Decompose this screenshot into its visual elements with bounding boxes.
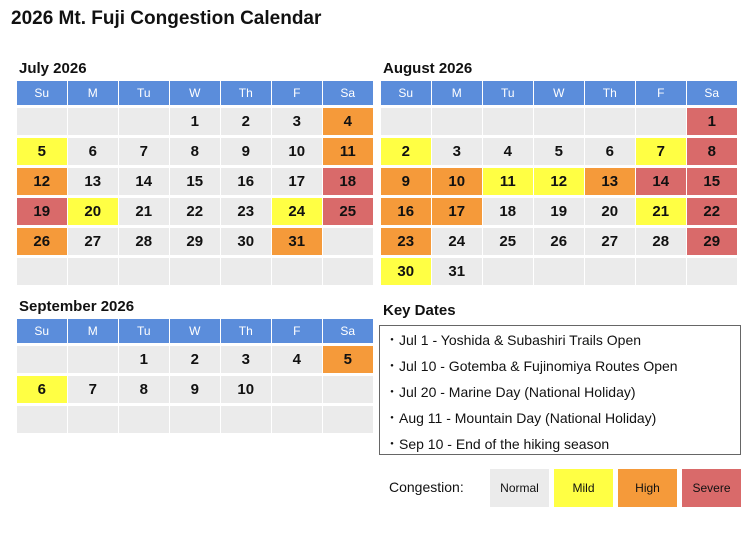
empty-day-cell <box>68 258 118 285</box>
day-cell: 13 <box>68 168 118 195</box>
weekday-header: W <box>534 81 584 105</box>
day-cell: 18 <box>483 198 533 225</box>
key-date-item: ・Aug 11 - Mountain Day (National Holiday) <box>385 410 657 426</box>
day-cell: 3 <box>432 138 482 165</box>
empty-day-cell <box>323 228 373 255</box>
empty-day-cell <box>323 406 373 433</box>
weekday-header: F <box>636 81 686 105</box>
calendar-august <box>381 57 737 288</box>
empty-day-cell <box>119 108 169 135</box>
empty-day-cell <box>323 376 373 403</box>
day-cell: 23 <box>221 198 271 225</box>
day-cell: 27 <box>68 228 118 255</box>
calendar-september <box>17 295 373 436</box>
empty-day-cell <box>323 258 373 285</box>
legend-mild: Mild <box>554 469 613 507</box>
key-date-item: ・Jul 10 - Gotemba & Fujinomiya Routes Open <box>385 358 678 374</box>
day-cell: 8 <box>119 376 169 403</box>
day-cell: 21 <box>119 198 169 225</box>
day-cell: 22 <box>687 198 737 225</box>
weekday-header: Sa <box>323 81 373 105</box>
day-cell: 5 <box>323 346 373 373</box>
day-cell: 10 <box>432 168 482 195</box>
day-cell: 11 <box>483 168 533 195</box>
day-cell: 2 <box>170 346 220 373</box>
empty-day-cell <box>119 258 169 285</box>
empty-day-cell <box>585 258 635 285</box>
day-cell: 6 <box>585 138 635 165</box>
empty-day-cell <box>585 108 635 135</box>
day-cell: 10 <box>221 376 271 403</box>
empty-day-cell <box>483 258 533 285</box>
day-cell: 12 <box>17 168 67 195</box>
day-cell: 18 <box>323 168 373 195</box>
day-cell: 16 <box>381 198 431 225</box>
key-dates-box <box>379 325 741 455</box>
day-cell: 13 <box>585 168 635 195</box>
day-cell: 9 <box>170 376 220 403</box>
weekday-header: Sa <box>323 319 373 343</box>
empty-day-cell <box>17 346 67 373</box>
day-cell: 1 <box>687 108 737 135</box>
empty-day-cell <box>381 108 431 135</box>
day-cell: 24 <box>432 228 482 255</box>
legend-severe: Severe <box>682 469 741 507</box>
day-cell: 20 <box>585 198 635 225</box>
empty-day-cell <box>687 258 737 285</box>
day-cell: 4 <box>483 138 533 165</box>
day-cell: 11 <box>323 138 373 165</box>
day-cell: 28 <box>119 228 169 255</box>
legend-high: High <box>618 469 677 507</box>
day-cell: 6 <box>17 376 67 403</box>
key-dates-title: Key Dates <box>383 302 456 319</box>
day-cell: 25 <box>483 228 533 255</box>
weekday-header: F <box>272 319 322 343</box>
day-cell: 16 <box>221 168 271 195</box>
day-cell: 6 <box>68 138 118 165</box>
month-title: July 2026 <box>19 60 87 77</box>
day-cell: 23 <box>381 228 431 255</box>
day-cell: 17 <box>272 168 322 195</box>
month-title: September 2026 <box>19 298 135 315</box>
empty-day-cell <box>636 258 686 285</box>
empty-day-cell <box>17 406 67 433</box>
day-cell: 3 <box>221 346 271 373</box>
empty-day-cell <box>170 406 220 433</box>
day-cell: 2 <box>381 138 431 165</box>
weekday-header: Th <box>585 81 635 105</box>
calendar-july <box>17 57 373 288</box>
day-cell: 10 <box>272 138 322 165</box>
weekday-header: Tu <box>119 319 169 343</box>
empty-day-cell <box>68 406 118 433</box>
day-cell: 17 <box>432 198 482 225</box>
empty-day-cell <box>636 108 686 135</box>
empty-day-cell <box>534 258 584 285</box>
weekday-header: M <box>68 81 118 105</box>
page-title: 2026 Mt. Fuji Congestion Calendar <box>11 8 322 29</box>
month-grid <box>381 81 737 288</box>
day-cell: 5 <box>534 138 584 165</box>
day-cell: 26 <box>534 228 584 255</box>
day-cell: 19 <box>534 198 584 225</box>
empty-day-cell <box>68 346 118 373</box>
day-cell: 7 <box>636 138 686 165</box>
day-cell: 19 <box>17 198 67 225</box>
day-cell: 1 <box>119 346 169 373</box>
empty-day-cell <box>432 108 482 135</box>
weekday-header: Su <box>381 81 431 105</box>
day-cell: 9 <box>381 168 431 195</box>
empty-day-cell <box>221 258 271 285</box>
legend-normal: Normal <box>490 469 549 507</box>
day-cell: 4 <box>323 108 373 135</box>
day-cell: 14 <box>636 168 686 195</box>
month-title: August 2026 <box>383 60 473 77</box>
day-cell: 15 <box>687 168 737 195</box>
weekday-header: Th <box>221 81 271 105</box>
day-cell: 25 <box>323 198 373 225</box>
day-cell: 30 <box>221 228 271 255</box>
weekday-header: Tu <box>483 81 533 105</box>
day-cell: 31 <box>272 228 322 255</box>
weekday-header: F <box>272 81 322 105</box>
day-cell: 3 <box>272 108 322 135</box>
weekday-header: Su <box>17 319 67 343</box>
day-cell: 15 <box>170 168 220 195</box>
day-cell: 28 <box>636 228 686 255</box>
day-cell: 9 <box>221 138 271 165</box>
day-cell: 1 <box>170 108 220 135</box>
day-cell: 12 <box>534 168 584 195</box>
day-cell: 5 <box>17 138 67 165</box>
day-cell: 21 <box>636 198 686 225</box>
weekday-header: M <box>68 319 118 343</box>
day-cell: 20 <box>68 198 118 225</box>
day-cell: 8 <box>170 138 220 165</box>
key-date-item: ・Jul 20 - Marine Day (National Holiday) <box>385 384 636 400</box>
day-cell: 22 <box>170 198 220 225</box>
day-cell: 24 <box>272 198 322 225</box>
day-cell: 8 <box>687 138 737 165</box>
empty-day-cell <box>483 108 533 135</box>
legend-label: Congestion: <box>389 479 464 495</box>
empty-day-cell <box>221 406 271 433</box>
empty-day-cell <box>119 406 169 433</box>
day-cell: 30 <box>381 258 431 285</box>
weekday-header: M <box>432 81 482 105</box>
weekday-header: Th <box>221 319 271 343</box>
month-grid <box>17 81 373 288</box>
empty-day-cell <box>272 406 322 433</box>
weekday-header: Sa <box>687 81 737 105</box>
weekday-header: W <box>170 81 220 105</box>
day-cell: 26 <box>17 228 67 255</box>
empty-day-cell <box>272 376 322 403</box>
day-cell: 14 <box>119 168 169 195</box>
weekday-header: W <box>170 319 220 343</box>
day-cell: 31 <box>432 258 482 285</box>
day-cell: 2 <box>221 108 271 135</box>
empty-day-cell <box>170 258 220 285</box>
day-cell: 4 <box>272 346 322 373</box>
empty-day-cell <box>17 108 67 135</box>
empty-day-cell <box>272 258 322 285</box>
day-cell: 7 <box>119 138 169 165</box>
day-cell: 7 <box>68 376 118 403</box>
empty-day-cell <box>534 108 584 135</box>
day-cell: 27 <box>585 228 635 255</box>
month-grid <box>17 319 373 436</box>
key-date-item: ・Sep 10 - End of the hiking season <box>385 436 610 452</box>
empty-day-cell <box>68 108 118 135</box>
day-cell: 29 <box>687 228 737 255</box>
empty-day-cell <box>17 258 67 285</box>
weekday-header: Tu <box>119 81 169 105</box>
key-date-item: ・Jul 1 - Yoshida & Subashiri Trails Open <box>385 332 642 348</box>
day-cell: 29 <box>170 228 220 255</box>
weekday-header: Su <box>17 81 67 105</box>
